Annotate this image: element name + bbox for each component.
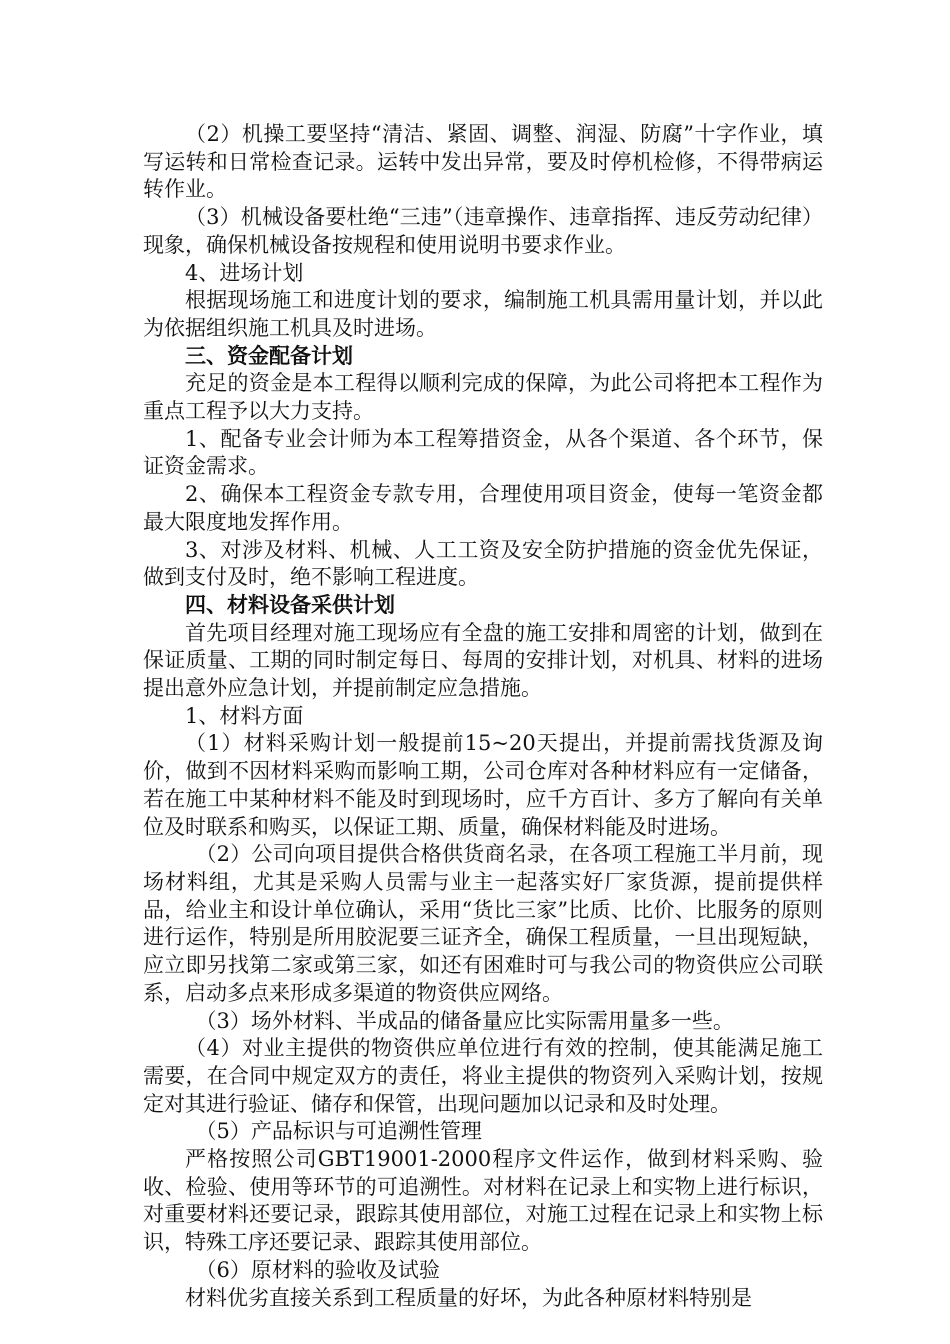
subsection-title: 1、材料方面 [185, 703, 304, 728]
paragraph: （2）公司向项目提供合格供货商名录，在各项工程施工半月前，现场材料组，尤其是采购人员需与业主一起落实好厂家货源，提前提供样品，给业主和设计单位确认，采用“货比三家”比质、比价、比服务的原则进行运作，特别是所用胶泥要三证齐全，确保工程质量，一旦出现短缺，应立即另找第二家或第三家，如还有困难时可与我公司的物资供应公司联系，启动多点来形成多渠道的物资供应网络。 [143, 842, 823, 1005]
subsection-title: 4、进场计划 [185, 260, 304, 285]
paragraph: 2、确保本工程资金专款专用，合理使用项目资金，使每一笔资金都最大限度地发挥作用。 [143, 482, 823, 534]
paragraph: 1、配备专业会计师为本工程筹措资金，从各个渠道、各个环节，保证资金需求。 [143, 426, 823, 479]
document-body [143, 121, 823, 1312]
paragraph: （4）对业主提供的物资供应单位进行有效的控制，使其能满足施工需要，在合同中规定双方的责任，将业主提供的物资列入采购计划，按规定对其进行验证、储存和保管，出现问题加以记录和及时处理。 [143, 1036, 823, 1116]
paragraph: （3）场外材料、半成品的储备量应比实际需用量多一些。 [195, 1008, 734, 1033]
paragraph: 材料优劣直接关系到工程质量的好坏，为此各种原材料特别是 [185, 1285, 752, 1310]
paragraph: （1）材料采购计划一般提前15~20天提出，并提前需找货源及询价，做到不因材料采购而影响工期，公司仓库对各种材料应有一定储备，若在施工中某种材料不能及时到现场时，应千方百计、多方了解向有关单位及时联系和购买，以保证工期、质量，确保材料能及时进场。 [143, 731, 823, 839]
paragraph: 根据现场施工和进度计划的要求，编制施工机具需用量计划，并以此为依据组织施工机具及时进场。 [143, 288, 823, 340]
section-heading: 四、材料设备采供计划 [185, 592, 395, 617]
section-heading: 三、资金配备计划 [185, 343, 353, 368]
paragraph: （2）机操工要坚持“清洁、紧固、调整、润湿、防腐”十字作业，填写运转和日常检查记录。运转中发出异常，要及时停机检修，不得带病运转作业。 [143, 122, 823, 202]
paragraph: （3）机械设备要杜绝“三违”（违章操作、违章指挥、违反劳动纪律）现象，确保机械设备按规程和使用说明书要求作业。 [143, 205, 823, 257]
subsection-title: （5）产品标识与可追溯性管理 [195, 1119, 482, 1144]
paragraph: 3、对涉及材料、机械、人工工资及安全防护措施的资金优先保证，做到支付及时，绝不影响工程进度。 [143, 537, 823, 590]
subsection-title: （6）原材料的验收及试验 [195, 1257, 440, 1282]
paragraph: 严格按照公司GBT19001-2000程序文件运作，做到材料采购、验收、检验、使用等环节的可追溯性。对材料在记录上和实物上进行标识，对重要材料还要记录，跟踪其使用部位，对施工过程在记录上和实物上标识，特殊工序还要记录、跟踪其使用部位。 [143, 1147, 823, 1255]
paragraph: 充足的资金是本工程得以顺利完成的保障，为此公司将把本工程作为重点工程予以大力支持。 [143, 371, 823, 424]
paragraph: 首先项目经理对施工现场应有全盘的施工安排和周密的计划，做到在保证质量、工期的同时制定每日、每周的安排计划，对机具、材料的进场提出意外应急计划，并提前制定应急措施。 [143, 620, 823, 701]
